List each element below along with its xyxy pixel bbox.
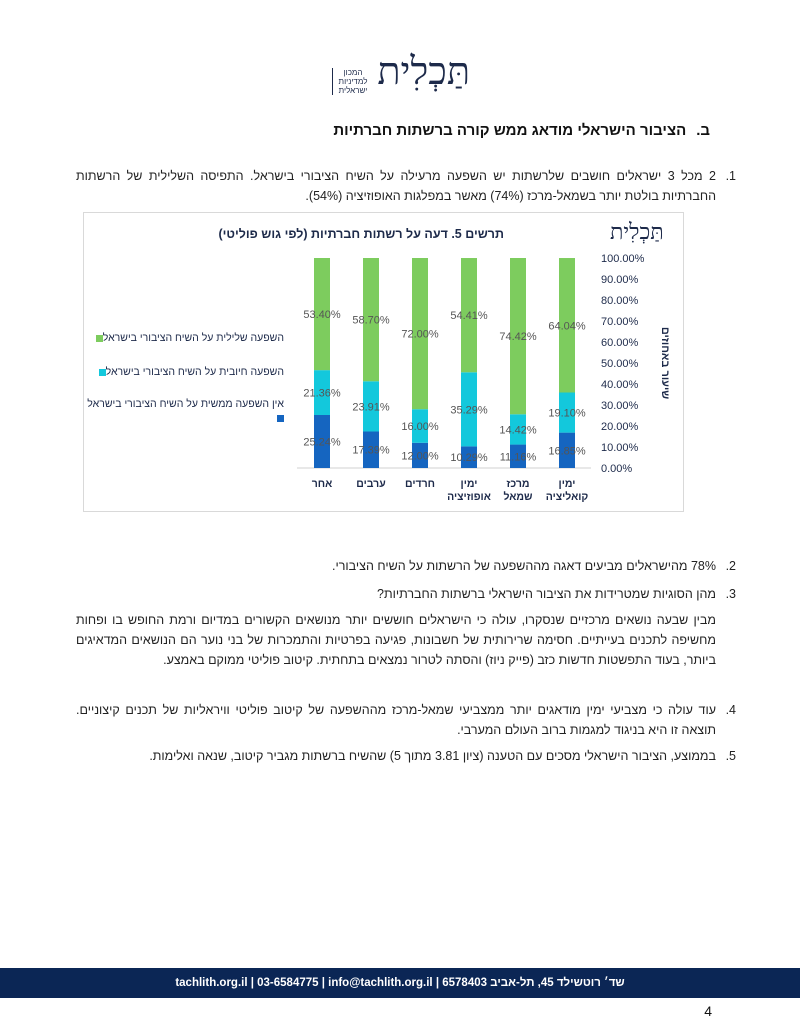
paragraph-text: 78% מהישראלים מביעים דאגה מההשפעה של הרשתות על השיח הציבורי. [332,559,716,573]
paragraph-1 [76,166,736,206]
y-tick-label: 90.00% [601,274,639,286]
data-label: 23.91% [352,401,390,414]
data-label: 19.10% [548,407,586,420]
data-label: 11.16% [499,451,537,464]
logo-subtitle: המכון למדיניות ישראלית [332,68,373,95]
legend-label-none: אין השפעה ממשית על השיח הציבורי בישראל [87,398,284,410]
y-axis-title: שיעור באחוזים [659,326,671,400]
y-tick-label: 30.00% [601,400,639,412]
y-tick-label: 10.00% [601,442,639,454]
data-label: 10.29% [450,452,488,465]
data-label: 16.00% [401,421,439,433]
paragraph-2 [76,556,736,576]
y-tick-label: 50.00% [601,358,639,370]
paragraph-text: מבין שבעה נושאים מרכזיים שנסקרו, עולה כי הישראלים חוששים יותר מנושאים הקשורים במדיום ורמת החופש בו ופחות מחשיפה לתכנים בעייתיים. חסימה שרירותית של חשבונות, פגיעה בפרטיות והתמכרות של בני נוער הם הנושאים המדאיגים ביותר, בעוד התפשטות חדשות כזב (פייק ניוז) והסתה לטרור נמצאים בתחתית. קיטוב פוליטי ממוקם באמצע. [76,613,716,667]
chart-logo: תַּכְלִית [610,220,664,245]
stacked-bar-chart [84,213,683,511]
data-label: 14.42% [499,424,537,437]
data-label: 16.85% [548,445,586,458]
paragraph-4 [76,700,736,740]
data-label: 12.00% [401,450,439,463]
section-title [333,122,710,139]
paragraph-number: 1. [725,169,736,183]
paragraph-text: עוד עולה כי מצביעי ימין מודאגים יותר ממצביעי שמאל-מרכז מההשפעה של קיטוב פוליטי וויראליות של תכנים קיצוניים. תוצאה זו היא בניגוד למגמות ברוב העולם המערבי. [76,703,716,737]
y-tick-label: 70.00% [601,316,639,328]
y-tick-label: 20.00% [601,421,639,433]
data-label: 35.29% [450,404,488,417]
paragraph-text: 2 מכל 3 ישראלים חושבים שלרשתות יש השפעה מרעילה על השיח הציבורי בישראל. התפיסה השלילית של הרשתות החברתיות בולטת יותר בשמאל-מרכז (74%) מאשר במפלגות האופוזיציה (54%). [76,169,716,203]
x-tick-label: מרכז שמאל [503,478,533,503]
y-tick-label: 40.00% [601,379,639,391]
x-tick-label: ימין אופוזיציה [447,478,491,503]
legend-label-positive: השפעה חיובית על השיח הציבורי בישראל [105,366,284,378]
page-number: 4 [704,1003,712,1019]
y-tick-label: 80.00% [601,295,639,307]
section-letter: ב. [696,122,710,139]
data-label: 64.04% [548,320,586,333]
paragraph-number: 2. [725,559,736,573]
legend-label-negative: השפעה שלילית על השיח הציבורי בישראל [102,332,284,344]
x-tick-label: ערבים [356,478,386,490]
paragraph-number: 3. [725,587,736,601]
footer-contact: שד׳ רוטשילד 45, תל-אביב 6578403 | tachlith.org.il | 03-6584775 | info@tachlith.org.il [175,977,625,989]
data-label: 54.41% [450,310,488,323]
paragraph-3 [76,584,736,604]
data-label: 53.40% [303,309,341,322]
x-tick-label: ימין קואליציה [545,478,589,503]
y-tick-label: 100.00% [601,253,645,265]
section-title-text: הציבור הישראלי מודאג ממש קורה ברשתות חברתיות [333,122,687,139]
data-label: 25.24% [303,436,341,449]
paragraph-5 [76,746,736,766]
footer-bar [0,968,800,998]
data-label: 72.00% [401,328,439,341]
paragraph-3-body [76,610,716,670]
logo-wordmark: תַּכְלִית [377,49,470,93]
paragraph-number: 5. [725,749,736,763]
data-label: 74.42% [499,331,537,344]
data-label: 17.39% [352,444,390,457]
header-logo [330,46,470,104]
data-label: 58.70% [352,314,390,327]
paragraph-number: 4. [725,703,736,717]
paragraph-text: בממוצע, הציבור הישראלי מסכים עם הטענה (ציון 3.81 מתוך 5) שהשיח ברשתות מגביר קיטוב, שנאה ואלימות. [149,749,716,763]
x-tick-label: חרדים [404,478,436,490]
y-tick-label: 60.00% [601,337,639,349]
chart-figure [83,212,684,512]
y-tick-label: 0.00% [601,463,633,475]
x-tick-label: אחר [311,478,333,490]
chart-title: תרשים 5. דעה על רשתות חברתיות (לפי גוש פוליטי) [218,227,504,241]
data-label: 21.36% [303,387,341,400]
paragraph-text: מהן הסוגיות שמטרידות את הציבור הישראלי ברשתות החברתיות? [377,587,716,601]
